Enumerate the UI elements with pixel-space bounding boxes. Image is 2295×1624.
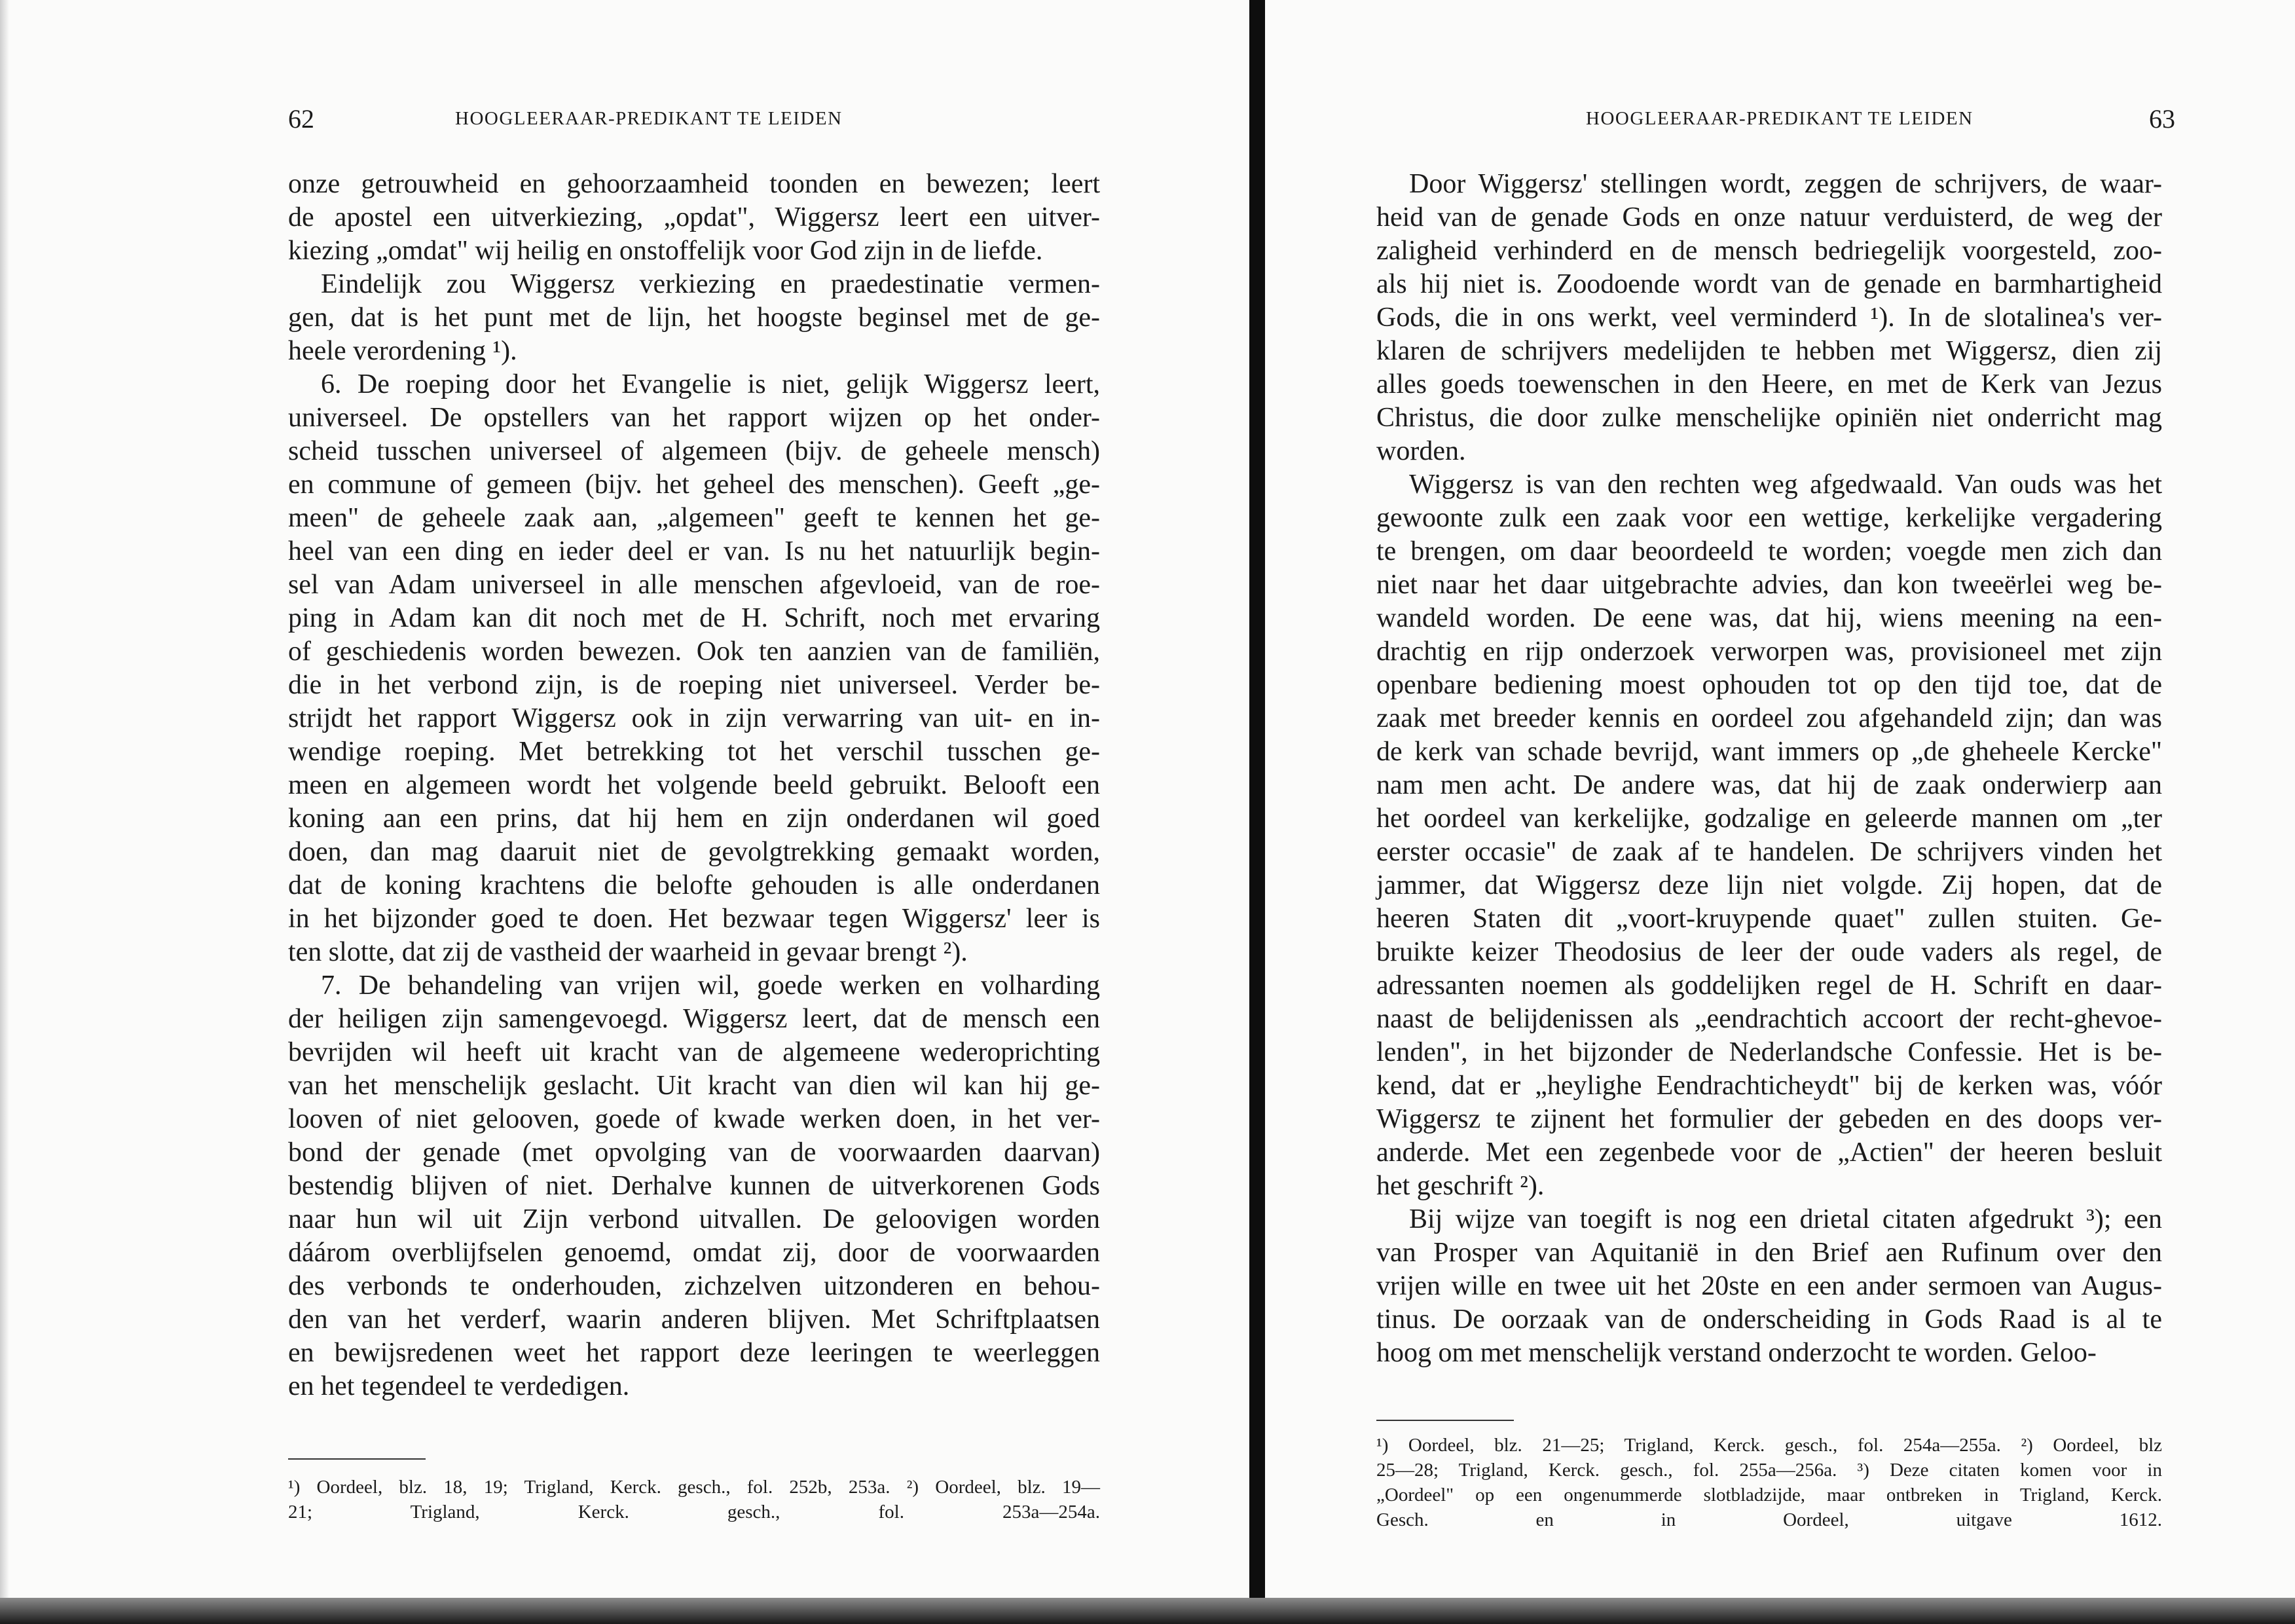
text-line: het geschrift ²).	[1376, 1171, 1545, 1201]
page-number: 62	[288, 104, 314, 134]
text-line: onze getrouwheid en gehoorzaamheid toonden en bewezen; leert	[288, 169, 1100, 199]
text-line: universeel. De opstellers van het rapport wijzen op het onder-	[288, 403, 1100, 433]
text-line: Wiggersz te zijnent het formulier der gebeden en des doops ver-	[1376, 1104, 2162, 1134]
text-line: heel van een ding en ieder deel er van. Is nu het natuurlijk begin-	[288, 536, 1100, 566]
text-line: in het bijzonder goed te doen. Het bezwaar tegen Wiggersz' leer is	[288, 904, 1100, 934]
text-line: en het tegendeel te verdedigen.	[288, 1371, 630, 1401]
text-line: lenden", in het bijzonder de Nederlandsche Confessie. Het is be-	[1376, 1037, 2162, 1067]
right-page-header	[1586, 98, 2175, 144]
text-line: 6. De roeping door het Evangelie is niet, gelijk Wiggersz leert,	[321, 369, 1100, 399]
text-line: doen, dan mag daaruit niet de gevolgtrekking gemaakt worden,	[288, 837, 1100, 867]
footnote-line: 21; Trigland, Kerck. gesch., fol. 253a—254a.	[288, 1502, 1100, 1522]
left-page-footnotes	[288, 1475, 1100, 1524]
text-line: als hij niet is. Zoodoende wordt van de genade en barmhartigheid	[1376, 269, 2162, 299]
text-line: Wiggersz is van den rechten weg afgedwaald. Van ouds was het	[1409, 470, 2162, 500]
text-line: des verbonds te onderhouden, zichzelven uitzonderen en behou-	[288, 1271, 1100, 1301]
text-line: Bij wijze van toegift is nog een drietal citaten afgedrukt ³); een	[1409, 1204, 2162, 1234]
page-number: 63	[2149, 104, 2175, 134]
text-line: ping in Adam kan dit noch met de H. Schrift, noch met ervaring	[288, 603, 1100, 633]
footnote-line: 25—28; Trigland, Kerck. gesch., fol. 255a—256a. ³) Deze citaten komen voor in	[1376, 1460, 2162, 1481]
text-line: hoog om met menschelijk verstand onderzocht te worden. Geloo-	[1376, 1338, 2097, 1368]
left-page-header	[288, 98, 1100, 144]
text-line: strijdt het rapport Wiggersz ook in zijn verwarring van uit- en in-	[288, 703, 1100, 733]
left-page-body	[288, 168, 1100, 1403]
text-line: anderde. Met een zegenbede voor de „Actien" der heeren besluit	[1376, 1137, 2162, 1168]
text-line: zaak met breeder kennis en oordeel zou afgehandeld zijn; dan was	[1376, 703, 2162, 733]
text-line: Eindelijk zou Wiggersz verkiezing en praedestinatie vermen-	[321, 269, 1100, 299]
text-line: wendige roeping. Met betrekking tot het verschil tusschen ge-	[288, 737, 1100, 767]
text-line: vrijen wille en twee uit het 20ste en een ander sermoen van Augus-	[1376, 1271, 2162, 1301]
footnote-line: ¹) Oordeel, blz. 21—25; Trigland, Kerck. gesch., fol. 254a—255a. ²) Oordeel, blz	[1376, 1435, 2162, 1456]
running-head: HOOGLEERAAR-PREDIKANT TE LEIDEN	[455, 108, 843, 129]
text-line: en bewijsredenen weet het rapport deze leeringen te weerleggen	[288, 1338, 1100, 1368]
text-line: scheid tusschen universeel of algemeen (bijv. de geheele mensch)	[288, 436, 1100, 466]
text-line: zaligheid verhinderd en de mensch bedriegelijk voorgesteld, zoo-	[1376, 236, 2162, 266]
text-line: Christus, die door zulke menschelijke opiniën niet onderricht mag	[1376, 403, 2162, 433]
text-line: tinus. De oorzaak van de onderscheiding in Gods Raad is al te	[1376, 1304, 2162, 1335]
footnote-line: ¹) Oordeel, blz. 18, 19; Trigland, Kerck. gesch., fol. 252b, 253a. ²) Oordeel, blz. 19—	[288, 1477, 1100, 1498]
text-line: Gods, die in ons werkt, veel verminderd ¹). In de slotalinea's ver-	[1376, 303, 2162, 333]
text-line: heid van de genade Gods en onze natuur verduisterd, de weg der	[1376, 202, 2162, 232]
text-line: looven of niet gelooven, goede of kwade werken doen, in het ver-	[288, 1104, 1100, 1134]
book-spine-gutter	[1249, 0, 1265, 1624]
text-line: van het menschelijk geslacht. Uit kracht van dien wil kan hij ge-	[288, 1071, 1100, 1101]
text-line: 7. De behandeling van vrijen wil, goede werken en volharding	[321, 970, 1100, 1001]
text-line: naast de belijdenissen als „eendrachtich accoort der recht-ghevoe-	[1376, 1004, 2162, 1034]
text-line: jammer, dat Wiggersz deze lijn niet volgde. Zij hopen, dat de	[1376, 870, 2162, 900]
text-line: nam men acht. De andere was, dat hij de zaak onderwierp aan	[1376, 770, 2162, 800]
footnote-rule	[288, 1458, 426, 1460]
text-line: gen, dat is het punt met de lijn, het hoogste beginsel met de ge-	[288, 303, 1100, 333]
text-line: bruikte keizer Theodosius de leer der oude vaders als regel, de	[1376, 937, 2162, 967]
text-line: de apostel een uitverkiezing, „opdat", Wiggersz leert een uitver-	[288, 202, 1100, 232]
footnote-line: Gesch. en in Oordeel, uitgave 1612.	[1376, 1509, 2162, 1530]
text-line: kiezing „omdat" wij heilig en onstoffelijk voor God zijn in de liefde.	[288, 236, 1043, 266]
text-line: openbare bediening moest ophouden tot op den tijd toe, dat de	[1376, 670, 2162, 700]
text-line: den van het verderf, waarin anderen blijven. Met Schriftplaatsen	[288, 1304, 1100, 1335]
text-line: meen en algemeen wordt het volgende beeld gebruikt. Belooft een	[288, 770, 1100, 800]
text-line: dat de koning krachtens die belofte gehouden is alle onderdanen	[288, 870, 1100, 900]
text-line: worden.	[1376, 436, 1466, 466]
text-line: gewoonte zulk een zaak voor een wettige, kerkelijke vergadering	[1376, 503, 2162, 533]
text-line: en commune of gemeen (bijv. het geheel des menschen). Geeft „ge-	[288, 470, 1100, 500]
text-line: dáárom overblijfselen genoemd, omdat zij, door de voorwaarden	[288, 1238, 1100, 1268]
text-line: niet naar het daar uitgebrachte advies, dan kon tweeërlei weg be-	[1376, 570, 2162, 600]
text-line: wandeld worden. De eene was, dat hij, wiens meening na een-	[1376, 603, 2162, 633]
text-line: ten slotte, dat zij de vastheid der waarheid in gevaar brengt ²).	[288, 937, 968, 967]
text-line: heele verordening ¹).	[288, 336, 517, 366]
page-edge-shadow	[0, 0, 9, 1624]
scan-bottom-shadow	[0, 1598, 2295, 1624]
footnote-line: „Oordeel" op een ongenummerde slotbladzijde, maar ontbreken in Trigland, Kerck.	[1376, 1485, 2162, 1505]
text-line: drachtig en rijp onderzoek verworpen was, provisioneel met zijn	[1376, 637, 2162, 667]
text-line: eerster occasie" de zaak af te handelen. De schrijvers vinden het	[1376, 837, 2162, 867]
text-line: kend, dat er „heylighe Eendrachticheydt" bij de kerken was, vóór	[1376, 1071, 2162, 1101]
text-line: van Prosper van Aquitanië in den Brief aen Rufinum over den	[1376, 1238, 2162, 1268]
text-line: meen" de geheele zaak aan, „algemeen" geeft te kennen het ge-	[288, 503, 1100, 533]
text-line: bestendig blijven of niet. Derhalve kunnen de uitverkorenen Gods	[288, 1171, 1100, 1201]
text-line: die in het verbond zijn, is de roeping niet universeel. Verder be-	[288, 670, 1100, 700]
text-line: sel van Adam universeel in alle menschen afgevloeid, van de roe-	[288, 570, 1100, 600]
text-line: alles goeds toewenschen in den Heere, en met de Kerk van Jezus	[1376, 369, 2162, 399]
text-line: adressanten noemen als goddelijken regel de H. Schrift en daar-	[1376, 970, 2162, 1001]
text-line: klaren de schrijvers medelijden te hebben met Wiggersz, dien zij	[1376, 336, 2162, 366]
text-line: bevrijden wil heeft uit kracht van de algemeene wederoprichting	[288, 1037, 1100, 1067]
text-line: te brengen, om daar beoordeeld te worden; voegde men zich dan	[1376, 536, 2162, 566]
right-page-footnotes	[1376, 1433, 2162, 1532]
text-line: naar hun wil uit Zijn verbond uitvallen. De geloovigen worden	[288, 1204, 1100, 1234]
text-line: heeren Staten dit „voort-kruypende quaet" zullen stuiten. Ge-	[1376, 904, 2162, 934]
text-line: het oordeel van kerkelijke, godzalige en geleerde mannen om „ter	[1376, 803, 2162, 834]
footnote-rule	[1376, 1420, 1514, 1421]
text-line: koning aan een prins, dat hij hem en zijn onderdanen wil goed	[288, 803, 1100, 834]
text-line: bond der genade (met opvolging van de voorwaarden daarvan)	[288, 1137, 1100, 1168]
text-line: Door Wiggersz' stellingen wordt, zeggen de schrijvers, de waar-	[1409, 169, 2162, 199]
text-line: der heiligen zijn samengevoegd. Wiggersz leert, dat de mensch een	[288, 1004, 1100, 1034]
text-line: of geschiedenis worden bewezen. Ook ten aanzien van de familiën,	[288, 637, 1100, 667]
right-page	[1265, 0, 2295, 1624]
right-page-body	[1376, 168, 2162, 1370]
text-line: de kerk van schade bevrijd, want immers op „de gheheele Kercke"	[1376, 737, 2162, 767]
running-head: HOOGLEERAAR-PREDIKANT TE LEIDEN	[1586, 108, 1974, 129]
